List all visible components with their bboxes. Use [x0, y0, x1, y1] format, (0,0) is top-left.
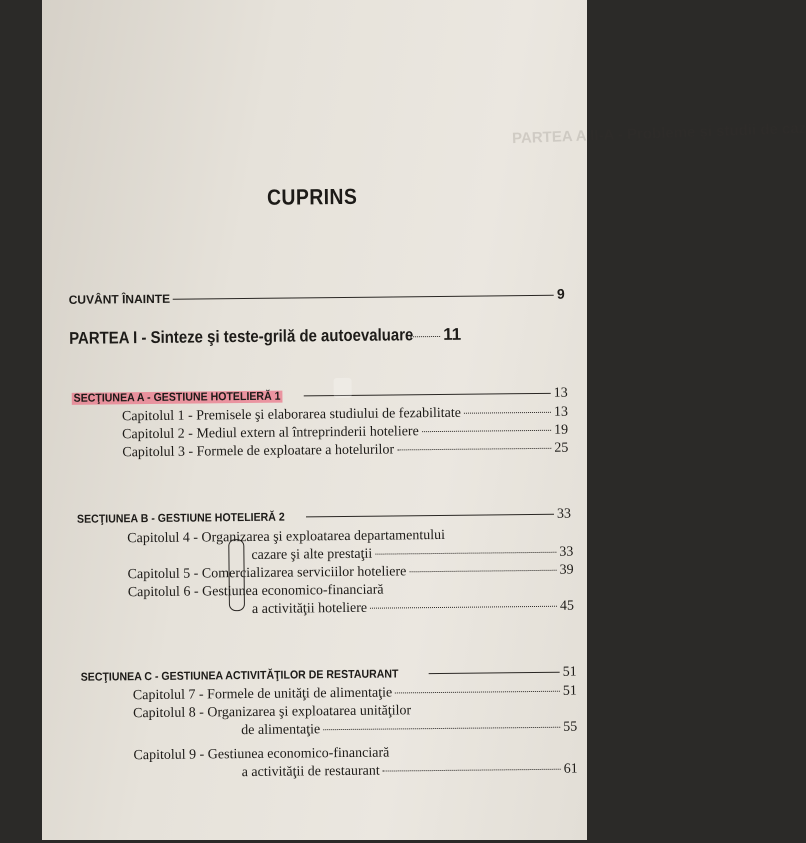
- toc-chapter-continuation: [251, 545, 573, 564]
- toc-section-label: SECŢIUNEA C - GESTIUNEA ACTIVITĂŢILOR DE RESTAURANT: [80, 668, 399, 684]
- toc-chapter-title: - Comercializarea serviciilor hoteliere: [193, 564, 407, 582]
- toc-chapter-page: 19: [554, 422, 569, 438]
- leader-line: [383, 769, 561, 772]
- book-page: [42, 0, 806, 840]
- toc-chapter-continuation: [242, 762, 578, 782]
- show-through-text: PARTEA A II-A - Probleme și studii de caz: [511, 119, 806, 148]
- toc-entry-intro: [69, 286, 565, 307]
- leader-line: [370, 606, 557, 609]
- toc-chapter-number: 5: [183, 566, 191, 582]
- toc-entry-page: 11: [443, 324, 462, 344]
- toc-chapter-prefix: Capitolul: [127, 530, 180, 547]
- toc-chapter-prefix: Capitolul: [127, 584, 180, 601]
- toc-chapter: [128, 563, 574, 584]
- leader-line: [306, 514, 554, 518]
- toc-section-page: 33: [556, 506, 572, 522]
- toc-chapter-page: 61: [563, 761, 578, 777]
- toc-entry-part-1: [69, 324, 567, 349]
- page-title: CUPRINS: [266, 183, 358, 210]
- watermark-logo: [333, 371, 413, 416]
- toc-chapter: [127, 527, 573, 548]
- toc-section-label: SECŢIUNEA A - GESTIUNE HOTELIERĂ 1: [73, 390, 281, 405]
- toc-section-page: 51: [562, 664, 577, 680]
- toc-chapter-page: 45: [559, 598, 575, 614]
- leader-line: [395, 691, 560, 694]
- toc-chapter-number: 4: [182, 530, 190, 546]
- toc-chapter-prefix: Capitolul: [127, 566, 180, 583]
- toc-chapter-page: 39: [559, 562, 574, 578]
- toc-chapter-page: 33: [559, 544, 574, 560]
- toc-chapter: [122, 423, 568, 444]
- table-of-contents: [38, 0, 592, 843]
- toc-section-page: 13: [553, 385, 568, 401]
- toc-chapter-title: Capitolul 2 - Mediul extern al întreprinderii hoteliere: [122, 424, 419, 443]
- toc-section-c: [81, 665, 577, 686]
- toc-section-label: SECŢIUNEA B - GESTIUNE HOTELIERĂ 2: [76, 511, 285, 526]
- leader-line: [173, 295, 554, 300]
- leader-line: [409, 570, 556, 573]
- toc-chapter: [133, 702, 577, 723]
- toc-chapter: [128, 581, 574, 602]
- leader-line: [410, 336, 440, 337]
- toc-chapter-continuation: [252, 599, 574, 618]
- toc-chapter-title: Capitolul 7 - Formele de unităţi de alimentaţie: [132, 685, 393, 704]
- leader-line: [429, 672, 560, 674]
- toc-chapter-number: 6: [183, 584, 191, 600]
- leader-line: [422, 430, 551, 432]
- leader-line: [375, 552, 556, 555]
- toc-chapter-title-line2: a activităţii hoteliere: [251, 600, 368, 617]
- toc-chapter-title: Capitolul 1 - Premisele şi elaborarea studiului de fezabilitate: [121, 405, 462, 425]
- toc-chapter-title-line2: de alimentaţie: [241, 722, 321, 739]
- leader-line: [323, 727, 560, 730]
- toc-section-b: [77, 507, 571, 528]
- toc-chapter-title: Capitolul 9 - Gestiunea economico-financiară: [133, 745, 390, 764]
- toc-chapter-continuation: [241, 720, 577, 740]
- toc-chapter-page: 51: [562, 683, 577, 699]
- toc-chapter-title-line2: cazare şi alte prestaţii: [251, 546, 373, 563]
- toc-chapter: [122, 441, 568, 462]
- toc-section-a: [72, 386, 568, 407]
- toc-chapter: [133, 684, 577, 705]
- toc-chapter: [133, 744, 577, 765]
- toc-entry-page: 9: [556, 285, 565, 302]
- toc-chapter-title-line2: a activităţii de restaurant: [241, 763, 380, 781]
- toc-chapter-title: Capitolul 3 - Formele de exploatare a hotelurilor: [122, 442, 395, 461]
- toc-chapter-title: - Gestiunea economico-financiară: [193, 582, 384, 600]
- toc-chapter-page: 25: [554, 440, 569, 456]
- toc-entry-label: PARTEA I - Sinteze şi teste-grilă de autoevaluare: [69, 325, 414, 348]
- toc-chapter-title: - Organizarea şi exploatarea departamentului: [193, 527, 446, 546]
- leader-line: [464, 412, 551, 414]
- watermark-icon: [334, 378, 352, 398]
- toc-chapter-page: 55: [563, 719, 578, 735]
- leader-line: [397, 448, 551, 451]
- toc-chapter-title: Capitolul 8 - Organizarea şi exploatarea unităţilor: [132, 703, 412, 722]
- toc-chapter-page: 13: [553, 404, 569, 420]
- toc-entry-label: CUVÂNT ÎNAINTE: [68, 291, 171, 307]
